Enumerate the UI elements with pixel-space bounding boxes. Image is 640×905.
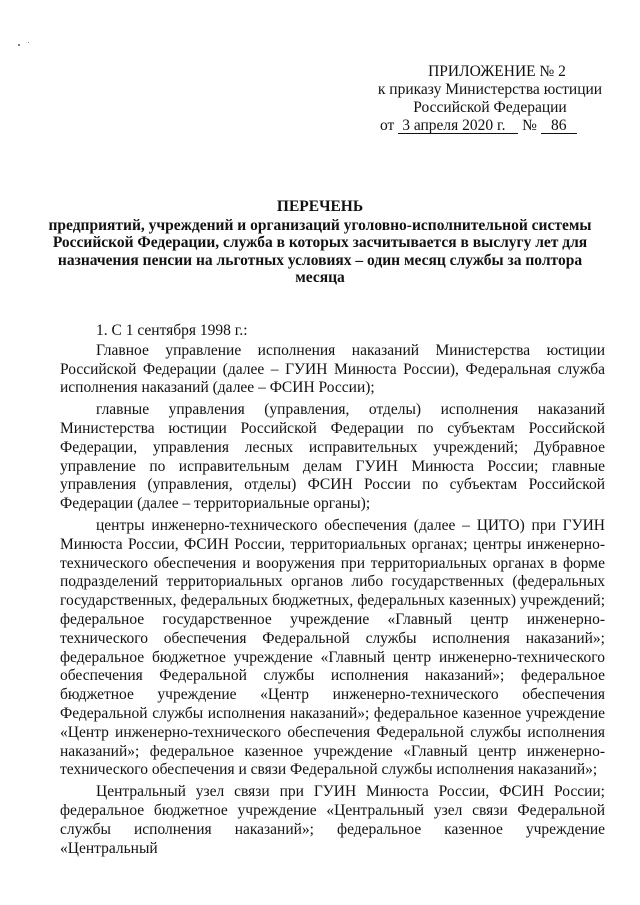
order-date-number-line	[380, 117, 577, 135]
appendix-header	[372, 63, 608, 117]
appendix-title: ПРИЛОЖЕНИЕ № 2	[428, 63, 566, 80]
number-label: №	[522, 117, 537, 134]
appendix-line-2: Российской Федерации	[413, 99, 567, 116]
order-date: 3 апреля 2020 г.	[398, 117, 518, 135]
scan-speck	[28, 42, 29, 43]
section-title: 1. С 1 сентября 1998 г.:	[96, 322, 248, 339]
order-number: 86	[541, 117, 577, 135]
scan-speck	[18, 44, 20, 46]
paragraph: центры инженерно-технического обеспечения (далее – ЦИТО) при ГУИН Минюста России, ФСИН России, территориальных органах; центры инженерно-технического обеспечения и вооружения при территориальных органах в форме подразделений территориальных органов либо государственных (федеральных государственных, федеральных бюджетных, федеральных казенных) учреждений; федеральное государственное учреждение «Главный центр инженерно-технического обеспечения Федеральной службы исполнения наказаний»; федеральное бюджетное учреждение «Главный центр инженерно-технического обеспечения Федеральной службы исполнения наказаний»; федеральное бюджетное учреждение «Центр инженерно-технического обеспечения Федеральной службы исполнения наказаний»; федеральное казенное учреждение «Центр инженерно-технического обеспечения Федеральной службы исполнения наказаний»; федеральное казенное учреждение «Главный центр инженерно-технического обеспечения и связи Федеральной службы исполнения наказаний»;	[60, 516, 605, 779]
paragraph: Центральный узел связи при ГУИН Минюста России, ФСИН России; федеральное бюджетное учреждение «Центральный узел связи Федеральной службы исполнения наказаний»; федеральное казенное учреждение «Центральный	[60, 783, 605, 857]
document-subtitle: предприятий, учреждений и организаций уголовно-исполнительной системы Российской Федерации, служба в которых засчитывается в выслугу лет для назначения пенсии на льготных условиях – один месяц службы за полтора месяца	[48, 216, 592, 287]
paragraph: главные управления (управления, отделы) исполнения наказаний Министерства юстиции Российской Федерации по субъектам Российской Федерации, управления лесных исправительных учреждений; Дубравное управление по исправительным делам ГУИН Минюста России; главные управления (управления, отделы) ФСИН России по субъектам Российской Федерации (далее – территориальные органы);	[60, 401, 605, 513]
document-body	[60, 322, 605, 858]
from-label: от	[380, 117, 395, 134]
document-title: ПЕРЕЧЕНЬ	[276, 198, 364, 215]
appendix-line-1: к приказу Министерства юстиции	[377, 81, 603, 98]
document-heading	[40, 198, 600, 287]
paragraph: Главное управление исполнения наказаний Министерства юстиции Российской Федерации (далее – ГУИН Минюста России), Федеральная служба исполнения наказаний (далее – ФСИН России);	[60, 341, 605, 397]
